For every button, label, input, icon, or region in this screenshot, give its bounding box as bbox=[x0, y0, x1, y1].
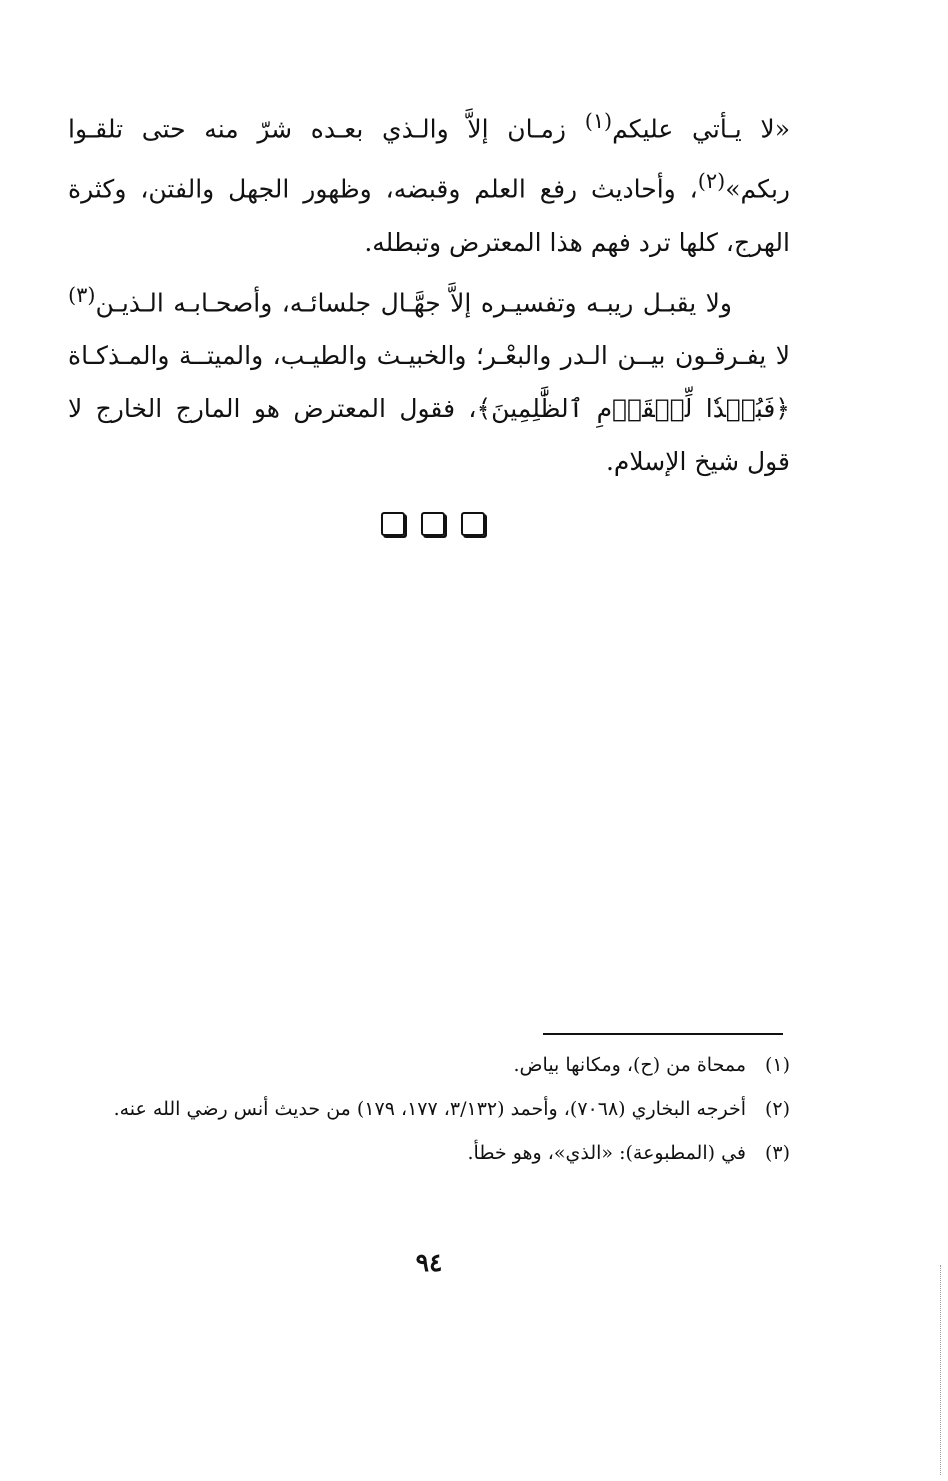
paragraph-2 bbox=[68, 269, 790, 488]
paragraph-1-opening: «لا يـأتي عليكم bbox=[612, 114, 790, 144]
scan-edge-mark bbox=[940, 1265, 941, 1475]
footnote-number: (١) bbox=[764, 1054, 790, 1076]
main-text bbox=[68, 95, 790, 488]
square-ornament-icon bbox=[421, 512, 445, 536]
footnote-number: (٣) bbox=[764, 1142, 790, 1164]
paragraph-1-rest: ، وأحاديث رفع العلم وقبضه، وظهور الجهل والفتن، وكثرة الهرج، كلها ترد فهم هذا المعترض وتبطله. bbox=[68, 174, 790, 257]
footnote-2 bbox=[68, 1089, 790, 1129]
paragraph-1 bbox=[68, 95, 790, 269]
footnote-3 bbox=[68, 1133, 790, 1173]
footnote-ref-2: (٢) bbox=[697, 169, 726, 194]
square-ornament-icon bbox=[381, 512, 405, 536]
footnote-text: أخرجه البخاري (٧٠٦٨)، وأحمد (٣/١٣٢، ١٧٧، ١٧٩) من حديث أنس رضي الله عنه. bbox=[113, 1098, 746, 1120]
paragraph-2-rest: ، فقول المعترض هو المارج الخارج لا قول شيخ الإسلام. bbox=[68, 393, 790, 476]
paragraph-2-opening: ولا يقبـل ريبـه وتفسيـره إلاَّ جهَّـال جلسائـه، وأصحـابـه الـذيـن bbox=[95, 287, 732, 317]
paragraph-1-hadith: زمـان إلاَّ والـذي بعـده شرّ منه حتى تلقـوا ربكم» bbox=[68, 114, 790, 204]
footnote-ref-3: (٣) bbox=[68, 282, 96, 307]
footnote-divider bbox=[543, 1033, 783, 1035]
footnote-ref-1: (١) bbox=[584, 109, 613, 133]
footnotes bbox=[68, 1045, 790, 1177]
footnote-text: ممحاة من (ح)، ومكانها بياض. bbox=[513, 1054, 746, 1076]
footnote-1 bbox=[68, 1045, 790, 1085]
paragraph-2-middle: لا يفـرقـون بيــن الـدر والبعْـر؛ والخبيـث والطيـب، والميتــة والمـذكـاة bbox=[68, 340, 790, 370]
page-number: ٩٤ bbox=[415, 1248, 443, 1277]
section-separator-ornament bbox=[378, 510, 488, 538]
footnote-number: (٢) bbox=[764, 1098, 790, 1120]
quran-verse: ﴿فَبُعۡدٗا لِّلۡقَوۡمِ ٱلظَّٰلِمِينَ﴾ bbox=[476, 393, 791, 423]
square-ornament-icon bbox=[461, 512, 485, 536]
footnote-text: في (المطبوعة): «الذي»، وهو خطأ. bbox=[467, 1142, 746, 1164]
